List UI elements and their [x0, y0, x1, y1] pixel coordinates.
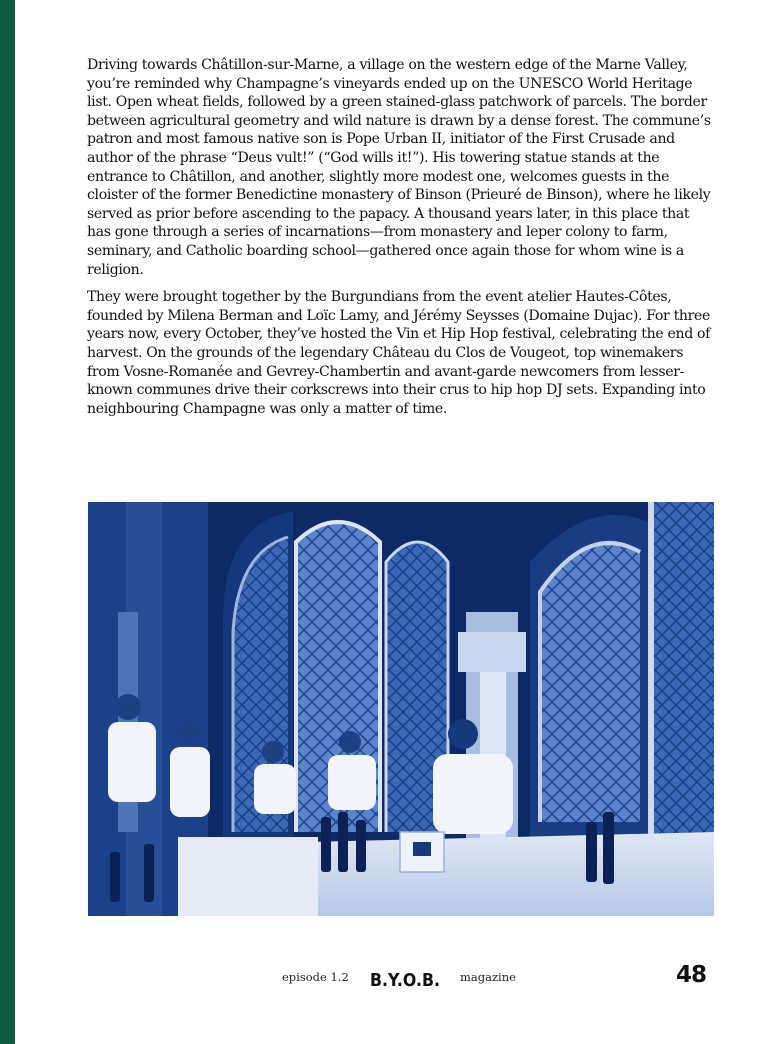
paragraph-2: They were brought together by the Burgundians from the event atelier Hautes-Côtes, founded by Milena Berman and Loïc Lamy, and Jérémy Seysses (Domaine Dujac). For three years now, every October, they’ve hosted the Vin et Hip Hop festival, celebrating the end of harvest. On the grounds of the legendary Château du Clos de Vougeot, top winemakers from Vosne-Romanée and Gevrey-Chambertin and avant-garde newcomers from lesser-known communes drive their corkscrews into their crus to hip hop DJ sets. Expanding into neighbouring Champagne was only a matter of time. — [87, 289, 710, 417]
page-number: 48 — [676, 962, 707, 988]
side-color-bar — [0, 0, 15, 1044]
event-photo — [88, 502, 714, 916]
episode-label: episode 1.2 — [282, 970, 349, 984]
logo-text: B.Y.O.B. — [370, 970, 440, 991]
page-footer — [0, 958, 768, 998]
article-body — [87, 56, 717, 427]
paragraph-1: Driving towards Châtillon-sur-Marne, a village on the western edge of the Marne Valley, you’re reminded why Champagne’s vineyards ended up on the UNESCO World Heritage list. Open wheat fields, followed by a green stained-glass patchwork of parcels. The border between agricultural geometry and wild nature is drawn by a dense forest. The commune’s patron and most famous native son is Pope Urban II, initiator of the First Crusade and author of the phrase “Deus vult!” (“God wills it!”). His towering statue stands at the entrance to Châtillon, and another, slightly more modest one, welcomes guests in the cloister of the former Benedictine monastery of Binson (Prieuré de Binson), where he likely served as prior before ascending to the papacy. A thousand years later, in this place that has gone through a series of incarnations—from monastery and leper colony to farm, seminary, and Catholic boarding school—gathered once again those for whom wine is a religion. — [87, 57, 711, 278]
magazine-label: magazine — [460, 970, 516, 984]
byob-logo — [370, 964, 440, 992]
